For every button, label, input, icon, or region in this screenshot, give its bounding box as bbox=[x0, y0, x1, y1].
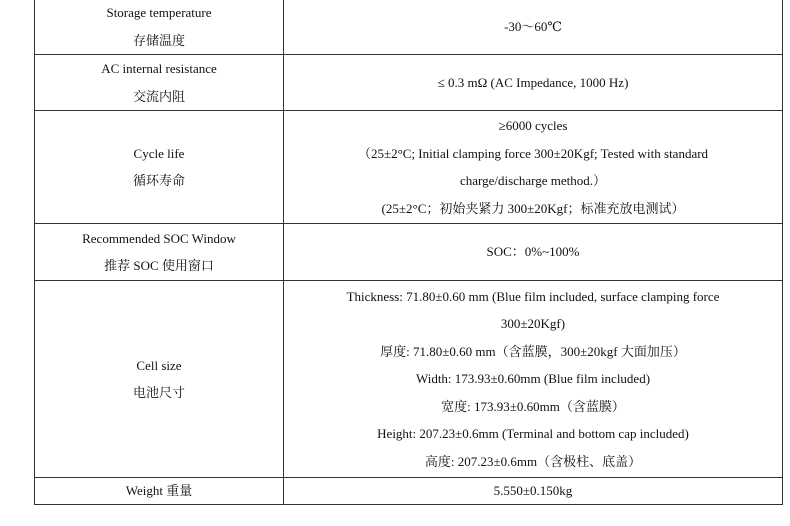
param-label-zh: 交流内阻 bbox=[132, 88, 185, 104]
param-label-en: Storage temperature bbox=[106, 5, 212, 20]
value-text: 300±20Kgf) bbox=[500, 316, 566, 332]
value-text: 宽度: 173.93±0.60mm（含蓝膜） bbox=[441, 398, 625, 414]
value-text: charge/discharge method.） bbox=[459, 173, 607, 188]
value-text: SOC：0%~100% bbox=[486, 244, 580, 260]
table-row bbox=[35, 55, 783, 111]
param-label-zh: 存储温度 bbox=[132, 32, 185, 48]
value-text: （25±2°C; Initial clamping force 300±20Kgf; Tested with standard bbox=[357, 145, 709, 161]
value-text: 5.550±0.150kg bbox=[493, 483, 573, 498]
param-label-en: AC internal resistance bbox=[101, 61, 217, 76]
table-row bbox=[35, 111, 783, 224]
value-text: Thickness: 71.80±0.60 mm (Blue film included, surface clamping force bbox=[346, 288, 720, 304]
value-text: 高度: 207.23±0.6mm（含极柱、底盖） bbox=[424, 453, 642, 469]
value-cell-cell-size bbox=[284, 281, 783, 478]
value-text: ≥6000 cycles bbox=[498, 118, 568, 133]
value-cell-recommended-soc-window bbox=[284, 224, 783, 281]
value-cell-ac-internal-resistance bbox=[284, 55, 783, 111]
param-label-en: Cycle life bbox=[133, 145, 185, 161]
spec-table bbox=[34, 0, 783, 505]
value-cell-weight bbox=[284, 478, 783, 505]
param-label-en: Recommended SOC Window bbox=[82, 230, 236, 246]
param-label-en: Cell size bbox=[136, 357, 182, 373]
param-label-zh: 电池尺寸 bbox=[132, 385, 185, 400]
table-row bbox=[35, 281, 783, 478]
param-label: Weight 重量 bbox=[125, 483, 193, 498]
table-row bbox=[35, 478, 783, 505]
param-cell-storage-temperature bbox=[35, 0, 284, 55]
value-text: -30～60℃ bbox=[504, 18, 562, 34]
param-cell-weight bbox=[35, 478, 284, 505]
param-cell-cycle-life bbox=[35, 111, 284, 224]
param-label-zh: 推荐 SOC 使用窗口 bbox=[104, 258, 214, 273]
param-cell-recommended-soc-window bbox=[35, 224, 284, 281]
value-text: ≤ 0.3 mΩ (AC Impedance, 1000 Hz) bbox=[437, 74, 629, 90]
value-text: (25±2°C；初始夹紧力 300±20Kgf；标准充放电测试） bbox=[381, 200, 685, 216]
table-row bbox=[35, 224, 783, 281]
table-row bbox=[35, 0, 783, 55]
param-cell-ac-internal-resistance bbox=[35, 55, 284, 111]
param-cell-cell-size bbox=[35, 281, 284, 478]
value-text: Width: 173.93±0.60mm (Blue film included) bbox=[415, 371, 651, 387]
value-cell-cycle-life bbox=[284, 111, 783, 224]
param-label-zh: 循环寿命 bbox=[132, 173, 185, 188]
value-text: 厚度: 71.80±0.60 mm（含蓝膜，300±20kgf 大面加压） bbox=[380, 343, 686, 359]
value-cell-storage-temperature bbox=[284, 0, 783, 55]
value-text: Height: 207.23±0.6mm (Terminal and bottom cap included) bbox=[377, 426, 689, 442]
